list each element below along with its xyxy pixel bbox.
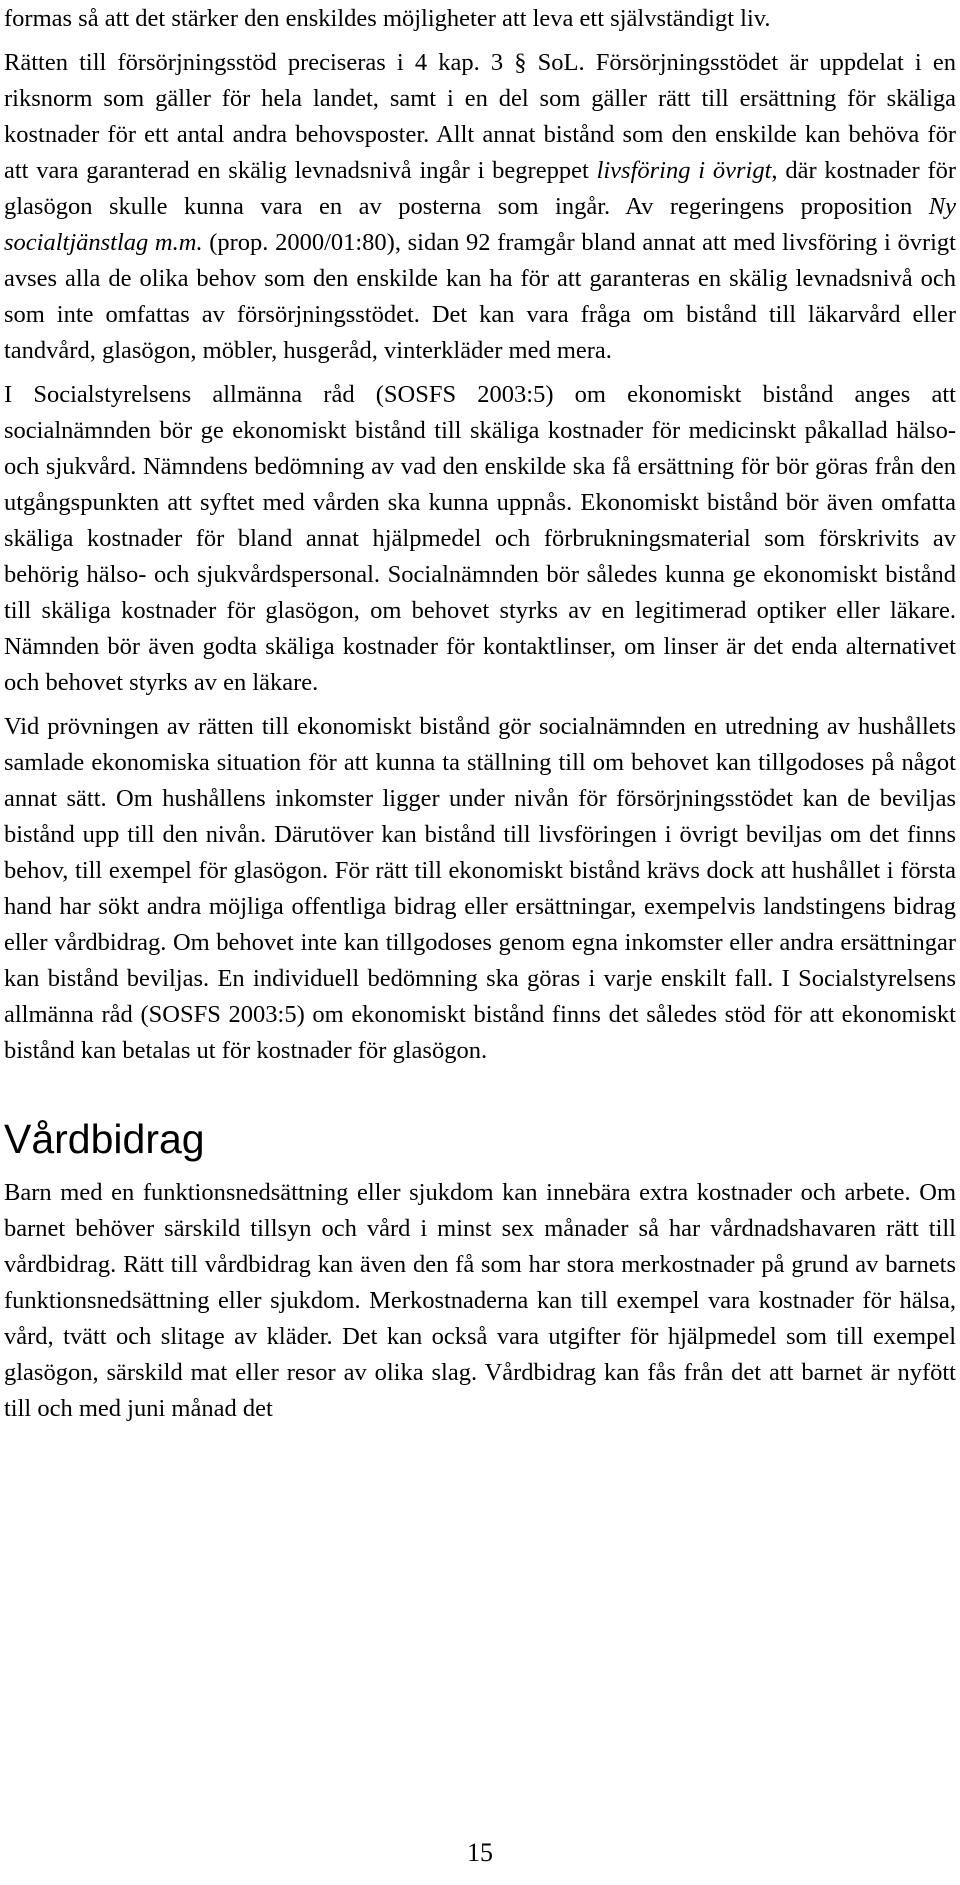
paragraph-text: Vid prövningen av rätten till ekonomiskt bistånd gör socialnämnden en utredning av hushållets samlade ekonomiska situation för att kunna ta ställning till om behovet kan tillgodoses på något annat sätt. Om hushållens inkomster ligger under nivån för försörjningsstödet kan de beviljas bistånd upp till den nivån. Därutöver kan bistånd till livsföringen i övrigt beviljas om det finns behov, till exempel för glasögon. För rätt till ekonomiskt bistånd krävs dock att hushållet i första hand har sökt andra möjliga offentliga bidrag eller ersättningar, exempelvis landstingens bidrag eller vårdbidrag. Om behovet inte kan tillgodoses genom egna inkomster eller andra ersättningar kan bistånd beviljas. En individuell bedömning ska göras i varje enskilt fall. I Socialstyrelsens allmänna råd (SOSFS 2003:5) om ekonomiskt bistånd finns det således stöd för att ekonomiskt bistånd kan betalas ut för kostnader för glasögon.: [4, 713, 956, 1064]
paragraph-text: , där kostnader för glasögon skulle kunna vara en av posterna som ingår. Av regeringens proposition: [4, 157, 957, 220]
paragraph-text: Barn med en funktionsnedsättning eller sjukdom kan innebära extra kostnader och arbete. Om barnet behöver särskild tillsyn och vård i minst sex månader så har vårdnadshavaren rätt till vårdbidrag. Rätt till vårdbidrag kan även den få som har stora merkostnader på grund av barnets funktionsnedsättning eller sjukdom. Merkostnaderna kan till exempel vara kostnader för hälsa, vård, tvätt och slitage av kläder. Det kan också vara utgifter för hjälpmedel som till exempel glasögon, särskild mat eller resor av olika slag. Vårdbidrag kan fås från det att barnet är nyfött till och med juni månad det: [4, 1179, 956, 1422]
paragraph-sosfs: [4, 377, 956, 701]
section-heading: Vårdbidrag: [4, 1116, 205, 1162]
paragraph-forsorjningsstod: [4, 45, 956, 369]
paragraph-text: formas så att det stärker den enskildes möjligheter att leva ett självständigt liv.: [4, 5, 771, 32]
paragraph-text: (prop. 2000/01:80), sidan 92 framgår bland annat att med livsföring i övrigt avses alla de olika behov som den enskilde kan ha för att garanteras en skälig levnadsnivå och som inte omfattas av försörjningsstödet. Det kan vara fråga om bistånd till läkarvård eller tandvård, glasögon, möbler, husgeråd, vinterkläder med mera.: [4, 229, 956, 364]
paragraph-text: I Socialstyrelsens allmänna råd (SOSFS 2003:5) om ekonomiskt bistånd anges att socialnämnden bör ge ekonomiskt bistånd till skäliga kostnader för medicinskt påkallad hälso- och sjukvård. Nämndens bedömning av vad den enskilde ska få ersättning för bör göras från den utgångspunkten att syftet med vården ska kunna uppnås. Ekonomiskt bistånd bör även omfatta skäliga kostnader för bland annat hjälpmedel och förbrukningsmaterial som förskrivits av behörig hälso- och sjukvårdspersonal. Socialnämnden bör således kunna ge ekonomiskt bistånd till skäliga kostnader för glasögon, om behovet styrks av en legitimerad optiker eller läkare. Nämnden bör även godta skäliga kostnader för kontaktlinser, om linser är det enda alternativet och behovet styrks av en läkare.: [4, 381, 956, 696]
italic-title-proposition: Ny socialtjänstlag m.m.: [4, 193, 956, 256]
page-number: 15: [467, 1838, 493, 1867]
document-page: [4, 0, 956, 1435]
paragraph-vardbidrag: [4, 1175, 956, 1427]
paragraph-text: Rätten till försörjningsstöd preciseras i 4 kap. 3 § SoL. Försörjningsstödet är uppdelat i en riksnorm som gäller för hela landet, samt i en del som gäller rätt till ersättning för skäliga kostnader för ett antal andra behovsposter. Allt annat bistånd som den enskilde kan behöva för att vara garanterad en skälig levnadsnivå ingår i begreppet: [4, 49, 956, 184]
paragraph-intro: [4, 1, 956, 37]
paragraph-provning: [4, 709, 956, 1069]
italic-term-livsforing: livsföring i övrigt: [596, 157, 772, 184]
